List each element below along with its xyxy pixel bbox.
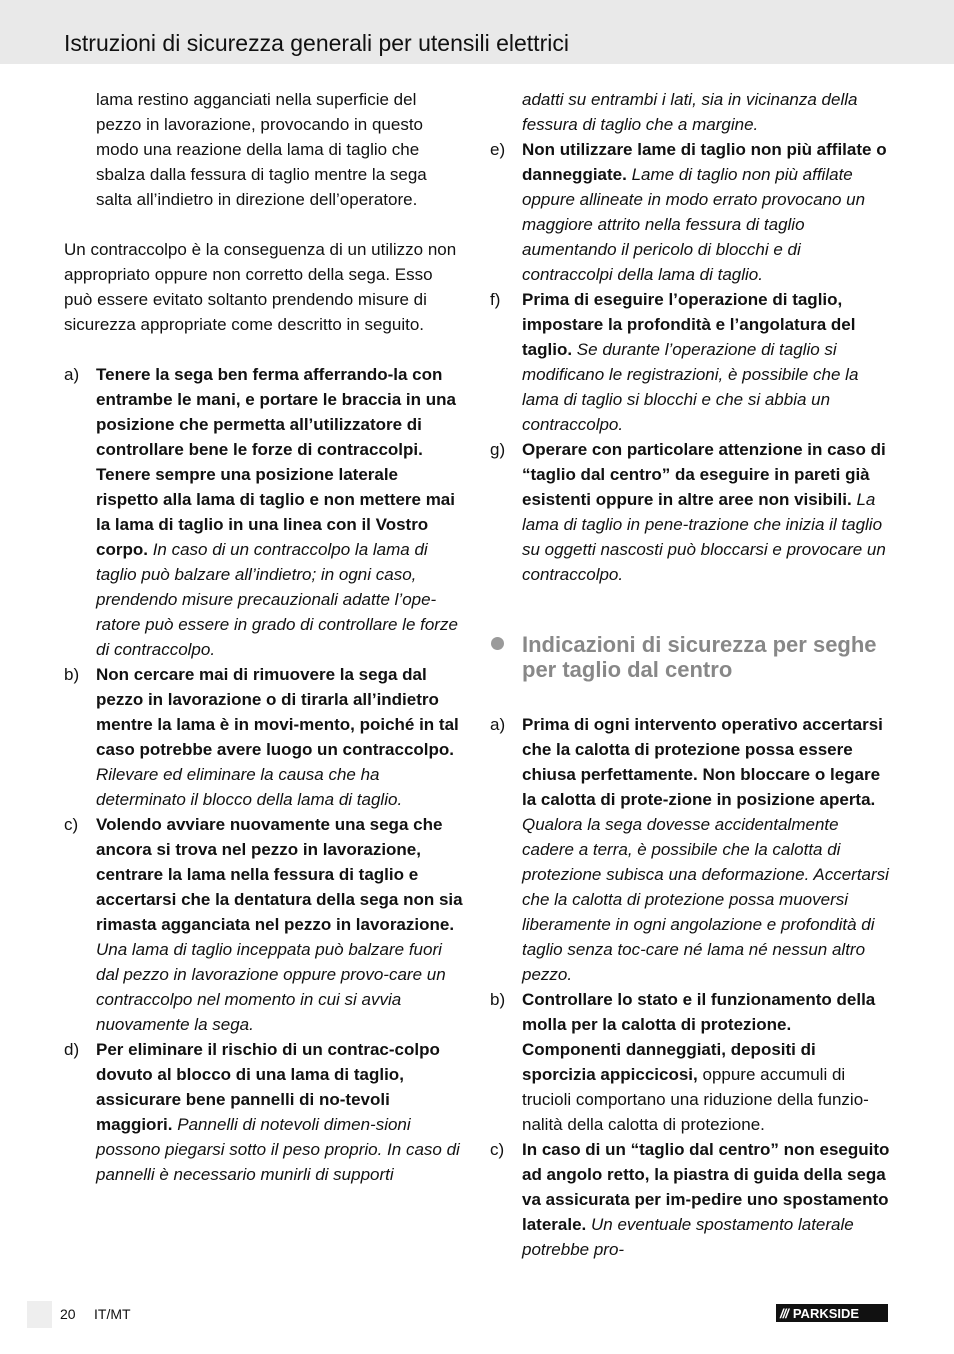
item-label: b) — [64, 665, 80, 684]
item-bold-text: Tenere la sega ben ferma afferrando-la con entrambe le mani, e portare le braccia in una posizione che permetta all’utilizzatore di controllare bene le forze di contraccolpi. Tenere sempre una posizione laterale rispetto alla lama di taglio e non mettere mai la lama di taglio in una linea con il Vostro corpo. — [96, 365, 456, 559]
list-item — [64, 1037, 464, 1187]
language-code: IT/MT — [94, 1306, 131, 1322]
right-column — [490, 87, 890, 1262]
item-label: d) — [64, 1040, 80, 1059]
item-text: In caso di un contraccolpo la lama di taglio può balzare all’indietro; in ogni caso, prendendo misure precauzionali adatte l’ope-ratore può essere in grado di controllare le forze di contraccolpo. — [96, 540, 458, 659]
item-label: a) — [64, 365, 80, 384]
item-label: f) — [490, 290, 501, 309]
page-number: 20 — [60, 1306, 76, 1322]
parkside-logo — [776, 1304, 888, 1322]
item-bold-text: Volendo avviare nuovamente una sega che ancora si trova nel pezzo in lavorazione, centrare la lama nella fessura di taglio e accertarsi che la dentatura della sega non sia rimasta agganciata nel pezzo in lavorazione. — [96, 815, 463, 934]
item-text: La lama di taglio in pene-trazione che inizia il taglio su oggetti nascosti può bloccarsi e provocare un contraccolpo. — [522, 490, 886, 584]
item-bold-text: Operare con particolare attenzione in caso di “taglio dal centro” da eseguire in pareti già esistenti oppure in altre aree non visibili. — [522, 440, 886, 509]
bullet-icon — [490, 632, 522, 682]
intro-paragraph: Un contraccolpo è la conseguenza di un utilizzo non appropriato oppure non corretto della sega. Esso può essere evitato soltanto prendendo misure di sicurezza appropriate come descritto in seguito. — [64, 240, 457, 334]
section-heading — [490, 632, 890, 682]
list-item — [64, 362, 464, 662]
item-bold-text: Prima di ogni intervento operativo accertarsi che la calotta di protezione possa essere chiusa perfettamente. Non bloccare o legare la calotta di prote-zione in posizione aperta. — [522, 715, 883, 809]
logo-text: PARKSIDE — [792, 1305, 860, 1321]
item-label: a) — [490, 715, 506, 734]
item-bold-text: Non cercare mai di rimuovere la sega dal pezzo in lavorazione o di tirarla all’indietro mentre la lama è in movi-mento, poiché in tal caso potrebbe avere luogo un contraccolpo. — [96, 665, 459, 759]
continued-paragraph — [522, 87, 890, 137]
list-item — [490, 1137, 890, 1262]
item-label: c) — [64, 815, 79, 834]
item-bold-text: Prima di eseguire l’operazione di taglio, impostare la profondità e l’angolatura del taglio. — [522, 290, 856, 359]
item-text: oppure accumuli di trucioli comportano una riduzione della funzio-nalità della calotta di protezione. — [522, 1065, 869, 1134]
item-text: Qualora la sega dovesse accidentalmente cadere a terra, è possibile che la calotta di protezione subisca una deformazione. Accertarsi che la calotta di protezione possa muoversi liberamente in ogni angolazione e profondità di taglio senza toc-care né lama né nessun altro pezzo. — [522, 815, 889, 984]
item-label: b) — [490, 990, 506, 1009]
item-bold-text: Controllare lo stato e il funzionamento della molla per la calotta di protezione. Componenti danneggiati, depositi di sporcizia appiccicosi, — [522, 990, 876, 1084]
continued-text: adatti su entrambi i lati, sia in vicinanza della fessura di taglio che a margine. — [522, 90, 858, 134]
list-item — [64, 662, 464, 812]
item-label: c) — [490, 1140, 505, 1159]
list-item — [490, 712, 890, 987]
logo-stripes-icon: /// — [780, 1305, 788, 1321]
item-text: Lame di taglio non più affilate oppure allineate in modo errato provocano un maggiore attrito nella fessura di taglio aumentando il pericolo di blocchi e di contraccolpi della lama di taglio. — [522, 165, 866, 284]
item-text: Una lama di taglio inceppata può balzare fuori dal pezzo in lavorazione oppure provo-care un contraccolpo nel momento in cui si avvia nuovamente la sega. — [96, 940, 446, 1034]
list-item — [490, 137, 890, 287]
list-item — [64, 812, 464, 1037]
page-title: Istruzioni di sicurezza generali per utensili elettrici — [64, 30, 569, 56]
item-bold-text: In caso di un “taglio dal centro” non eseguito ad angolo retto, la piastra di guida della sega va assicurata per im-pedire uno spostamento laterale. — [522, 1140, 890, 1234]
list-item — [490, 287, 890, 437]
item-bold-text: Per eliminare il rischio di un contrac-colpo dovuto al blocco di una lama di taglio, assicurare bene pannelli di no-tevoli maggiori. — [96, 1040, 440, 1134]
item-label: g) — [490, 440, 506, 459]
list-item — [490, 437, 890, 587]
continued-paragraph: lama restino agganciati nella superficie del pezzo in lavorazione, provocando in questo modo una reazione della lama di taglio che sbalza dalla fessura di taglio mentre la sega salta all’indietro in direzione dell’operatore. — [96, 90, 427, 209]
left-column — [64, 87, 464, 1187]
item-text: Se durante l’operazione di taglio si modificano le registrazioni, è possibile che la lama di taglio si blocchi e che si abbia un contraccolpo. — [522, 340, 859, 434]
item-bold-text: Non utilizzare lame di taglio non più affilate o danneggiate. — [522, 140, 887, 184]
footer-box — [27, 1301, 52, 1328]
list-item — [490, 987, 890, 1137]
item-label: e) — [490, 140, 506, 159]
section-title: Indicazioni di sicurezza per seghe per taglio dal centro — [522, 632, 877, 682]
item-text: Un eventuale spostamento laterale potrebbe pro- — [522, 1215, 854, 1259]
item-text: Pannelli di notevoli dimen-sioni possono piegarsi sotto il peso proprio. In caso di pannelli è necessario munirli di supporti — [96, 1115, 460, 1184]
item-text: Rilevare ed eliminare la causa che ha determinato il blocco della lama di taglio. — [96, 765, 403, 809]
